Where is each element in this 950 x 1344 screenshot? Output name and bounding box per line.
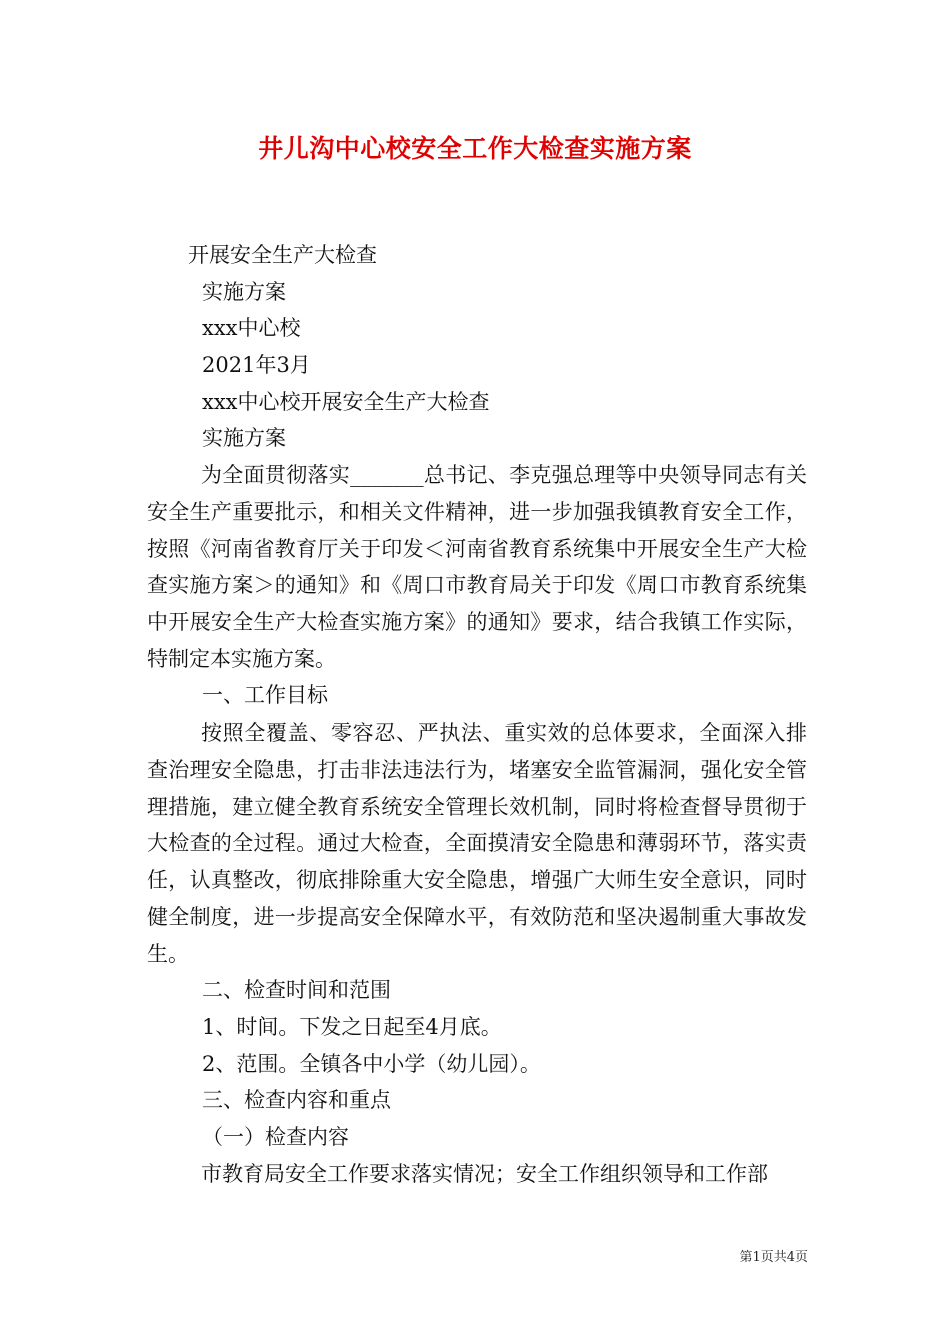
intro-paragraph: 为全面贯彻落实_______总书记、李克强总理等中央领导同志有关安全生产重要批示，和相关文件精神，进一步加强我镇教育安全工作，按照《河南省教育厅关于印发＜河南省教育系统集中开展安全生产大检查实施方案＞的通知》和《周口市教育局关于印发《周口市教育系统集中开展安全生产大检查实施方案》的通知》要求，结合我镇工作实际，特制定本实施方案。 [147, 463, 807, 671]
goals-paragraph: 按照全覆盖、零容忍、严执法、重实效的总体要求，全面深入排查治理安全隐患，打击非法违法行为，堵塞安全监管漏洞，强化安全管理措施，建立健全教育系统安全管理长效机制，同时将检查督导贯彻于大检查的全过程。通过大检查，全面摸清安全隐患和薄弱环节，落实责任，认真整改，彻底排除重大安全隐患，增强广大师生安全意识，同时健全制度，进一步提高安全保障水平，有效防范和坚决遏制重大事故发生。 [147, 721, 807, 966]
section-heading-goals: 一、工作目标 [202, 683, 328, 707]
section-heading-time-scope: 二、检查时间和范围 [202, 978, 391, 1002]
scope-item: 2、范围。全镇各中小学（幼儿园）。 [202, 1052, 541, 1076]
header-line-1: 开展安全生产大检查 [188, 243, 377, 267]
subsection-heading-content: （一）检查内容 [202, 1125, 349, 1149]
page-indicator: 第1页共4页 [739, 1250, 808, 1265]
time-item: 1、时间。下发之日起至4月底。 [202, 1015, 502, 1039]
header-line-5: xxx中心校开展安全生产大检查 [202, 390, 490, 414]
header-line-3: xxx中心校 [202, 316, 301, 340]
header-line-2: 实施方案 [202, 280, 286, 304]
content-paragraph: 市教育局安全工作要求落实情况；安全工作组织领导和工作部 [201, 1162, 768, 1186]
document-title: 井儿沟中心校安全工作大检查实施方案 [258, 134, 692, 163]
header-line-6: 实施方案 [202, 426, 286, 450]
section-heading-content: 三、检查内容和重点 [202, 1088, 391, 1112]
header-line-4: 2021年3月 [202, 353, 311, 377]
